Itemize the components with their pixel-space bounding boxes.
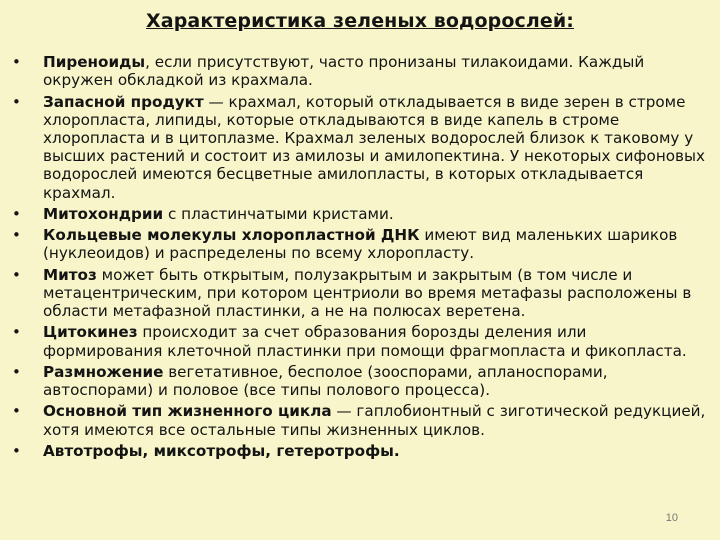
item-text: вегетативное, бесполое (зооспорами, апланоспорами, автоспорами) и половое (все типы полового процесса). <box>43 362 608 400</box>
item-term: Митоз <box>43 265 97 284</box>
item-term: Основной тип жизненного цикла <box>43 402 332 421</box>
slide-title: Характеристика зеленых водорослей: <box>146 10 574 32</box>
slide-number: 10 <box>665 512 678 524</box>
item-text: , если присутствуют, часто пронизаны тилакоидами. Каждый окружен обкладкой из крахмала. <box>43 53 645 90</box>
bullet-icon: • <box>12 204 21 223</box>
item-term: Размножение <box>43 362 164 381</box>
bullet-icon: • <box>12 402 21 421</box>
item-term: Кольцевые молекулы хлоропластной ДНК <box>43 226 420 245</box>
item-text: имеют вид маленьких шариков (нуклеоидов) и распределены по всему хлоропласту. <box>43 226 678 263</box>
item-term: Митохондрии <box>43 204 164 223</box>
list-item <box>12 323 708 359</box>
list-item <box>12 442 708 460</box>
list-item <box>12 402 708 438</box>
list-item <box>12 266 708 321</box>
item-term: Пиреноиды <box>43 53 146 71</box>
bullet-icon: • <box>12 362 21 381</box>
characteristics-list <box>12 53 708 463</box>
item-text: — крахмал, который откладывается в виде зерен в строме хлоропласта, липиды, которые откладываются в виде капель в строме хлоропласта и в цитоплазме. Крахмал зеленых водорослей близок к таковому у высших растений и состоит из амилозы и амилопектина. У некоторых сифоновых водорослей имеются бесцветные амилопласты, в которых откладывается крахмал. <box>43 92 705 202</box>
list-item <box>12 93 708 202</box>
bullet-icon: • <box>12 441 21 460</box>
item-text: может быть открытым, полузакрытым и закрытым (в том числе и метацентрическим, при котором центриоли во время метафазы расположены в области метафазной пластинки, а не на полюсах веретена. <box>43 265 692 321</box>
list-item <box>12 363 708 399</box>
bullet-icon: • <box>12 265 21 284</box>
item-text: происходит за счет образования борозды деления или формирования клеточной пластинки при помощи фрагмопласта и фикопласта. <box>43 323 687 360</box>
list-item <box>12 205 708 223</box>
item-term: Автотрофы, миксотрофы, гетеротрофы. <box>43 441 400 460</box>
bullet-icon: • <box>12 53 21 71</box>
item-text: с пластинчатыми кристами. <box>163 204 394 223</box>
item-term: Запасной продукт <box>43 92 204 111</box>
list-item <box>12 53 708 89</box>
bullet-icon: • <box>12 226 21 245</box>
bullet-icon: • <box>12 323 21 342</box>
item-text: — гаплобионтный с зиготической редукцией, хотя имеются все остальные типы жизненных циклов. <box>43 402 706 439</box>
item-term: Цитокинез <box>43 323 138 342</box>
bullet-icon: • <box>12 92 21 111</box>
list-item <box>12 226 708 262</box>
